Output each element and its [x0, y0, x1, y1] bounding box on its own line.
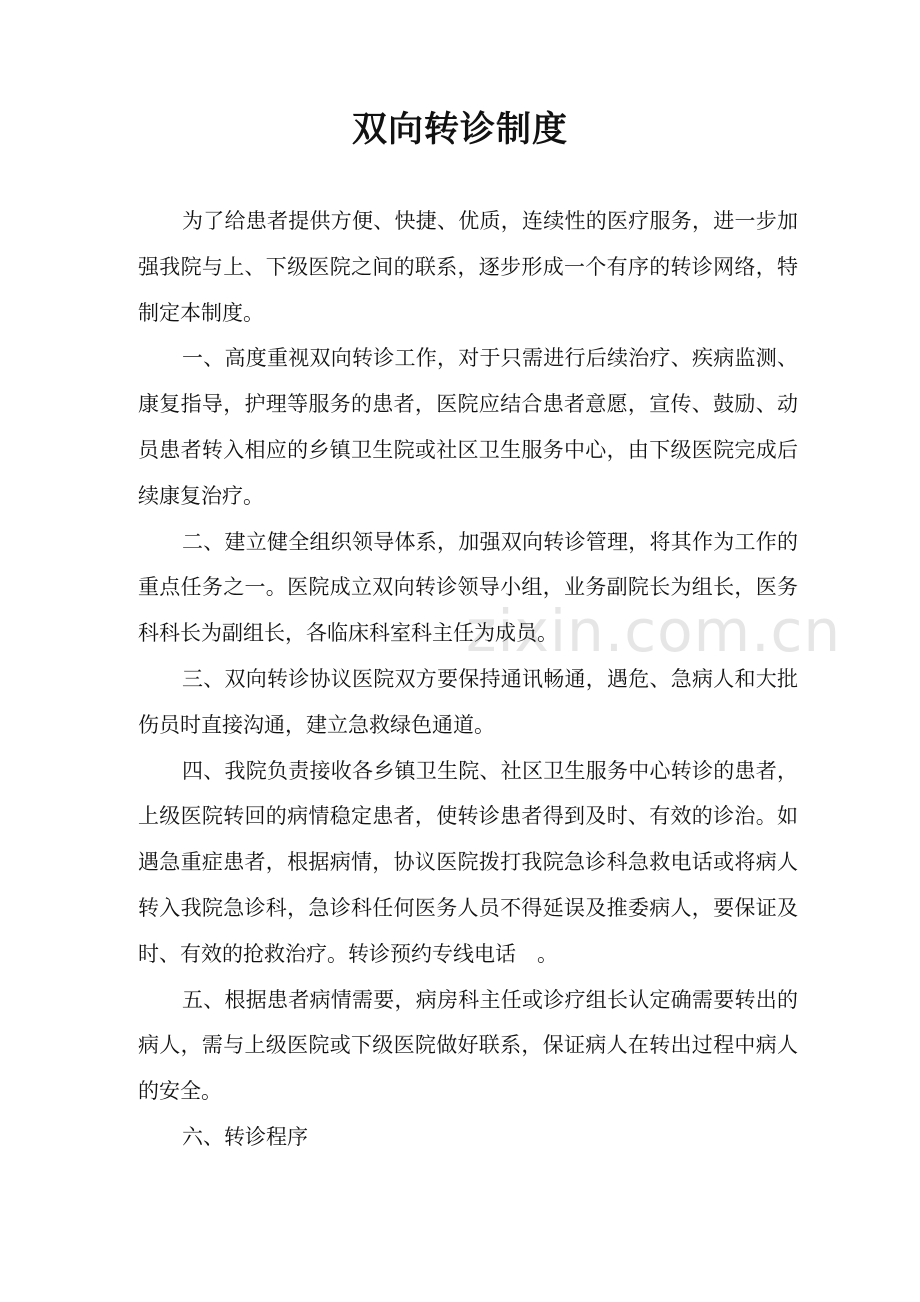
paragraph-clause-4: 四、我院负责接收各乡镇卫生院、社区卫生服务中心转诊的患者，上级医院转回的病情稳定患者，使转诊患者得到及时、有效的诊治。如遇急重症患者，根据病情，协议医院拨打我院急诊科急救电话或将病人转入我院急诊科，急诊科任何医务人员不得延误及推委病人，要保证及时、有效的抢救治疗。转诊预约专线电话 。	[138, 758, 798, 966]
paragraph-intro: 为了给患者提供方便、快捷、优质，连续性的医疗服务，进一步加强我院与上、下级医院之间的联系，逐步形成一个有序的转诊网络，特制定本制度。	[138, 209, 798, 325]
document-title: 双向转诊制度	[351, 109, 568, 150]
paragraph-clause-2: 二、建立健全组织领导体系，加强双向转诊管理，将其作为工作的重点任务之一。医院成立双向转诊领导小组，业务副院长为组长，医务科科长为副组长，各临床科室科主任为成员。	[138, 529, 798, 646]
paragraph-clause-1: 一、高度重视双向转诊工作，对于只需进行后续治疗、疾病监测、康复指导，护理等服务的患者，医院应结合患者意愿，宣传、鼓励、动员患者转入相应的乡镇卫生院或社区卫生服务中心，由下级医院完成后续康复治疗。	[138, 346, 798, 508]
document-body	[138, 199, 798, 1161]
watermark: zixin.com.cn	[466, 597, 842, 665]
paragraph-clause-6: 六、转诊程序	[182, 1124, 308, 1149]
paragraph-clause-3: 三、双向转诊协议医院双方要保持通讯畅通，遇危、急病人和大批伤员时直接沟通，建立急救绿色通道。	[138, 666, 798, 737]
paragraph-clause-5: 五、根据患者病情需要，病房科主任或诊疗组长认定确需要转出的病人，需与上级医院或下级医院做好联系，保证病人在转出过程中病人的安全。	[138, 987, 798, 1104]
